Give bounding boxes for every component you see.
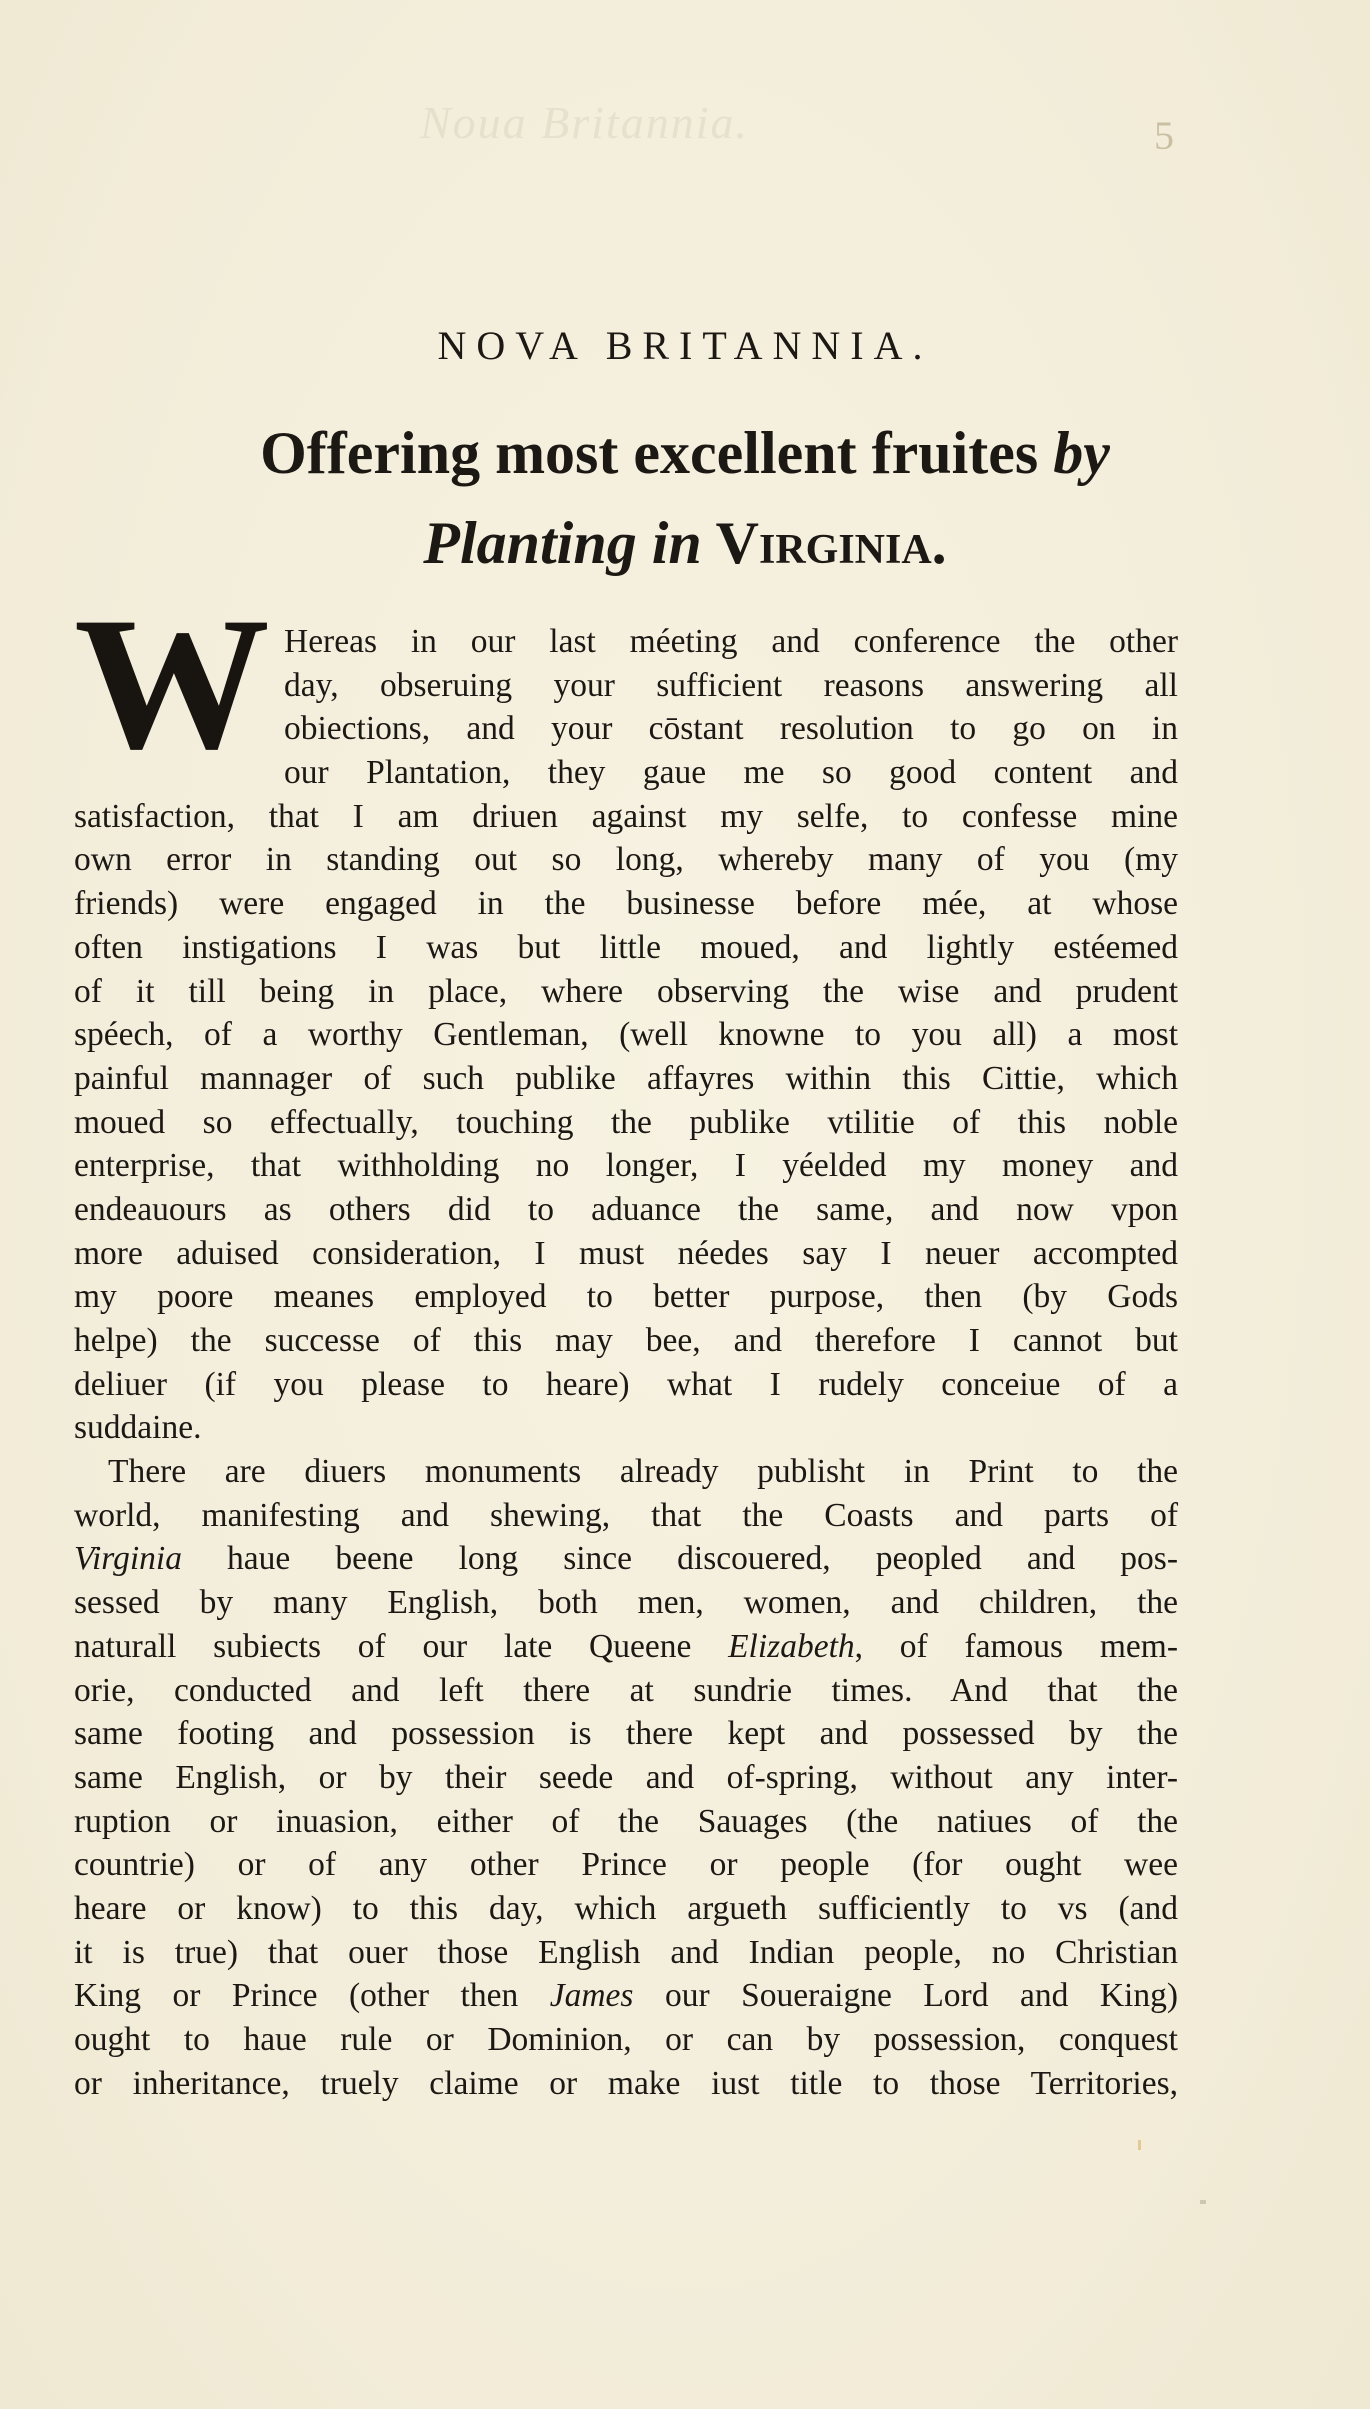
- text-line: moued so effectually, touching the publike vtilitie of this noble: [74, 1103, 1178, 1141]
- text-line: spéech, of a worthy Gentleman, (well knowne to you all) a most: [74, 1016, 1178, 1054]
- text-line: it is true) that ouer those English and Indian people, no Christian: [74, 1933, 1178, 1971]
- paper-speck: [1200, 2200, 1206, 2204]
- text-line: satisfaction, that I am driuen against my selfe, to confesse mine: [74, 797, 1178, 835]
- text-line: countrie) or of any other Prince or people (for ought wee: [74, 1846, 1178, 1884]
- text-line: ought to haue rule or Dominion, or can by possession, conquest: [74, 2021, 1178, 2058]
- text-line: often instigations I was but little moued, and lightly estéemed: [74, 928, 1178, 966]
- text-line: sessed by many English, both men, women, and children, the: [74, 1584, 1178, 1622]
- page-number: 5: [1154, 113, 1174, 158]
- text-line: our Plantation, they gaue me so good content and: [284, 754, 1178, 792]
- text-line: heare or know) to this day, which argueth sufficiently to vs (and: [74, 1889, 1178, 1927]
- text-line: helpe) the successe of this may bee, and therefore I cannot but: [74, 1322, 1178, 1359]
- svg-text:W: W: [74, 609, 270, 755]
- text-line: obiections, and your cōstant resolution to go on in: [284, 710, 1178, 748]
- text-line: friends) were engaged in the businesse before mée, at whose: [74, 885, 1178, 923]
- text-line: of it till being in place, where observing the wise and prudent: [74, 972, 1178, 1010]
- page-subtitle: [0, 408, 1370, 588]
- text-line: or inheritance, truely claime or make iust title to those Territories,: [74, 2064, 1178, 2102]
- text-line: Virginia haue beene long since discouered, peopled and pos-: [74, 1540, 1178, 1578]
- text-line: naturall subiects of our late Queene Elizabeth, of famous mem-: [74, 1627, 1178, 1665]
- text-line: suddaine.: [74, 1409, 202, 1447]
- paper-speck: [1138, 2140, 1141, 2150]
- text-line: Hereas in our last méeting and conference the other: [284, 623, 1178, 660]
- text-line: same English, or by their seede and of-spring, without any inter-: [74, 1758, 1178, 1796]
- show-through-text: Noua Britannia.: [420, 97, 750, 148]
- text-line: same footing and possession is there kept and possessed by the: [74, 1715, 1178, 1753]
- page-title: NOVA BRITANNIA.: [437, 323, 933, 368]
- text-line: endeauours as others did to aduance the same, and now vpon: [74, 1190, 1178, 1228]
- text-line: more aduised consideration, I must néedes say I neuer accompted: [74, 1234, 1178, 1272]
- text-line: painful mannager of such publike affayres within this Cittie, which: [74, 1059, 1178, 1097]
- subtitle-line-1: Offering most excellent fruites by: [260, 420, 1110, 486]
- text-line: There are diuers monuments already publisht in Print to the: [108, 1453, 1178, 1491]
- text-line: my poore meanes employed to better purpose, then (by Gods: [74, 1278, 1178, 1316]
- text-line: ruption or inuasion, either of the Sauages (the natiues of the: [74, 1802, 1178, 1840]
- text-line: deliuer (if you please to heare) what I rudely conceiue of a: [74, 1365, 1178, 1403]
- text-line: day, obseruing your sufficient reasons answering all: [284, 666, 1178, 704]
- text-line: King or Prince (other then James our Soueraigne Lord and King): [74, 1977, 1178, 2015]
- text-line: enterprise, that withholding no longer, I yéelded my money and: [74, 1147, 1178, 1185]
- text-line: orie, conducted and left there at sundrie times. And that the: [74, 1671, 1178, 1709]
- body-text: [74, 620, 1178, 2105]
- subtitle-line-2: Planting in Virginia.: [423, 510, 947, 576]
- text-line: world, manifesting and shewing, that the Coasts and parts of: [74, 1496, 1178, 1534]
- text-line: own error in standing out so long, whereby many of you (my: [74, 841, 1178, 879]
